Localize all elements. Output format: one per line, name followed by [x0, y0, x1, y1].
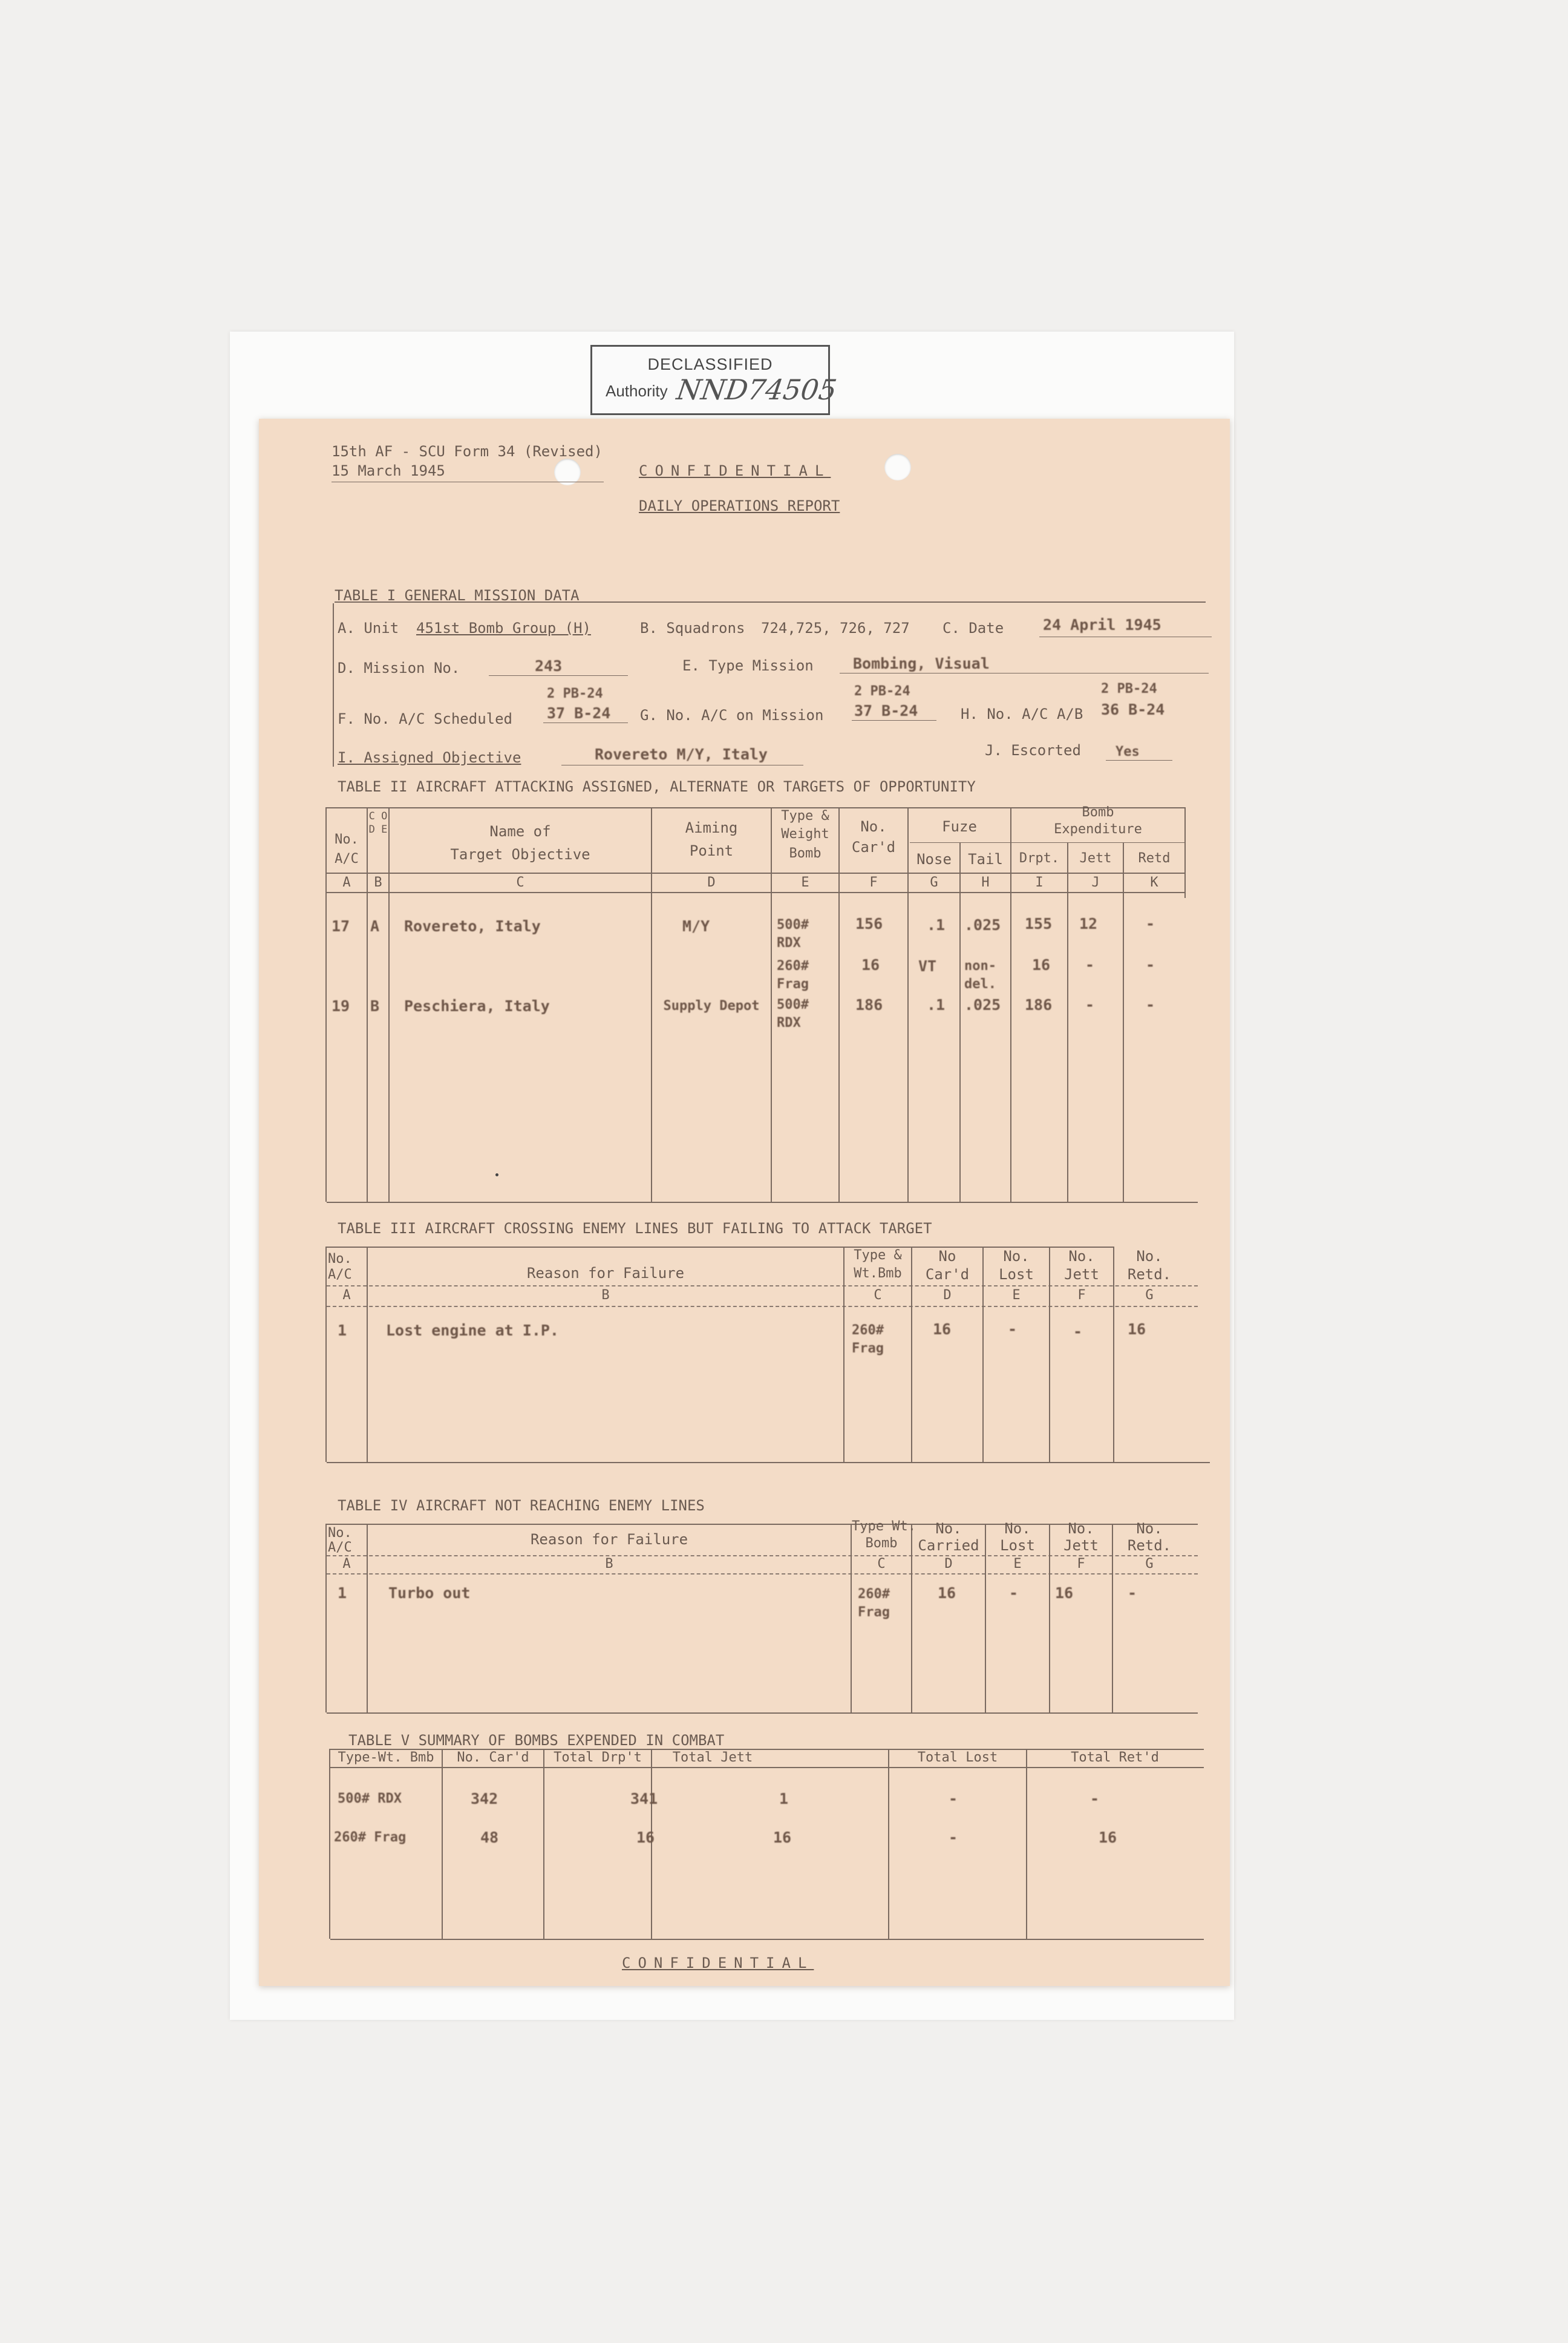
table4-h-type-2: Bomb: [865, 1536, 898, 1551]
table2-letter-top: [327, 873, 1186, 874]
table3-col: [325, 1247, 327, 1462]
table2-h-type-3: Bomb: [789, 846, 822, 861]
table3-h-type-2: Wt.Bmb: [854, 1266, 902, 1281]
date-label: C. Date: [942, 620, 1004, 637]
table2-col: [838, 807, 840, 1202]
ink-speck: [495, 1173, 498, 1176]
mission-no-label: D. Mission No.: [338, 660, 460, 677]
table2-r3-code: B: [370, 997, 380, 1015]
table2-r1-returned: -: [1146, 915, 1155, 932]
table3-h-retd-1: No.: [1136, 1248, 1163, 1265]
table3-h-ac: No. A/C: [328, 1251, 352, 1282]
table3-h-reason: Reason for Failure: [526, 1265, 685, 1282]
table4-h-retd-1: No.: [1136, 1520, 1163, 1537]
table4-letter-bottom: [327, 1573, 1198, 1575]
table2-r1-tail: .025: [964, 916, 1001, 934]
table5-col: [888, 1749, 889, 1939]
table2-h-tail: Tail: [968, 851, 1003, 868]
objective-label: I. Assigned Objective: [338, 749, 521, 766]
table3-row-reason: Lost engine at I.P.: [386, 1322, 559, 1339]
table3-row-carried: 16: [933, 1320, 952, 1338]
table2-col: [1184, 807, 1186, 898]
table5-r2-jettisoned: 16: [773, 1829, 792, 1846]
table3-letter-top: [327, 1285, 1198, 1286]
table5-h-dropped: Total Drp't: [554, 1750, 642, 1765]
table2-r1-ac: 17: [332, 917, 350, 935]
table2-r3-tail: .025: [964, 996, 1001, 1014]
table5-r2-returned: 16: [1099, 1829, 1117, 1846]
table4-row-reason: Turbo out: [388, 1584, 471, 1602]
table2-h-target-2: Target Objective: [450, 846, 590, 863]
table3-h-jett-1: No.: [1068, 1248, 1095, 1265]
table2-r3-returned: -: [1146, 996, 1155, 1014]
table5-r1-jettisoned: 1: [779, 1790, 789, 1807]
table4-letter: A: [342, 1556, 351, 1571]
escorted-value: Yes: [1116, 744, 1140, 759]
table3-letter: C: [874, 1288, 882, 1303]
type-mission-label: E. Type Mission: [682, 657, 814, 674]
table3-letter: E: [1012, 1288, 1021, 1303]
table4-h-carried-2: Carried: [918, 1537, 979, 1554]
table3-letter: B: [601, 1288, 610, 1303]
table3-letter: A: [342, 1288, 351, 1303]
table5-h-carried: No. Car'd: [457, 1750, 529, 1765]
table5-r1-lost: -: [949, 1790, 958, 1807]
form-date: 15 March 1945: [332, 462, 445, 479]
table2-letter: A: [342, 875, 351, 890]
table2-h-nose: Nose: [916, 851, 952, 868]
unit-label: A. Unit: [338, 620, 399, 637]
table4-h-lost-2: Lost: [1000, 1537, 1035, 1554]
table2-h-ac: No. A/C: [335, 832, 359, 867]
table2-r3-carried: 186: [855, 996, 883, 1014]
scheduled-label: F. No. A/C Scheduled: [338, 710, 512, 727]
table2-r1-code: A: [370, 917, 380, 935]
table5-header-rule: [330, 1767, 1204, 1768]
table2-r3-jettisoned: -: [1085, 996, 1095, 1014]
table2-h-aim-2: Point: [689, 842, 734, 859]
table2-r2-dropped: 16: [1032, 956, 1051, 974]
table5-h-jettisoned: Total Jett: [672, 1750, 753, 1765]
table3-title: TABLE III AIRCRAFT CROSSING ENEMY LINES BUT FAILING TO ATTACK TARGET: [338, 1220, 932, 1237]
table3-letter: G: [1145, 1288, 1154, 1303]
table4-letter: C: [877, 1556, 886, 1571]
table2-letter: E: [801, 875, 809, 890]
table4-h-jett-2: Jett: [1063, 1537, 1099, 1554]
table3-row-jett: -: [1073, 1323, 1083, 1340]
table3-row-ac: 1: [338, 1322, 347, 1339]
table1-title: TABLE I GENERAL MISSION DATA: [335, 587, 580, 604]
table5-r2-lost: -: [949, 1829, 958, 1846]
table3-h-type-1: Type &: [854, 1248, 902, 1263]
table2-letter: B: [374, 875, 382, 890]
table4-letter: G: [1145, 1556, 1154, 1571]
table5-h-lost: Total Lost: [917, 1750, 998, 1765]
scheduled-pb24: 2 PB-24: [547, 686, 603, 701]
table3-letter: D: [943, 1288, 952, 1303]
table3-h-carried-1: No: [938, 1248, 956, 1265]
table2-bottom-rule: [327, 1202, 1198, 1203]
table5-h-returned: Total Ret'd: [1071, 1750, 1159, 1765]
airborne-label: H. No. A/C A/B: [961, 706, 1083, 723]
table4-title: TABLE IV AIRCRAFT NOT REACHING ENEMY LINES: [338, 1497, 705, 1514]
table2-col: [388, 807, 390, 1202]
table4-bottom-rule: [327, 1712, 1198, 1714]
table4-col: [851, 1524, 852, 1712]
table5-col: [1026, 1749, 1027, 1939]
table2-col: [367, 807, 368, 1202]
table2-h-carried-2: Car'd: [851, 839, 896, 856]
table2-col: [959, 842, 961, 1202]
table5-col: [543, 1749, 544, 1939]
table2-h-bomb: Bomb: [1082, 805, 1114, 820]
table4-letter: F: [1077, 1556, 1085, 1571]
table5-r1-returned: -: [1090, 1790, 1100, 1807]
table5-col: [329, 1749, 330, 1939]
squadrons-label: B. Squadrons: [640, 620, 745, 637]
table1-rule: [335, 601, 1206, 603]
table2-r3-ac: 19: [332, 997, 350, 1015]
table5-r1-dropped: 341: [630, 1790, 658, 1807]
table2-r3-type: 500# RDX: [777, 997, 809, 1031]
table2-h-code: C O D E: [368, 810, 388, 836]
table3-bottom-rule: [327, 1462, 1210, 1463]
table4-row-type: 260# Frag: [858, 1587, 890, 1620]
table4-row-jett: 16: [1055, 1584, 1074, 1602]
table5-title: TABLE V SUMMARY OF BOMBS EXPENDED IN COMBAT: [348, 1732, 725, 1749]
stamp-title: DECLASSIFIED: [647, 355, 773, 373]
table5-r1-carried: 342: [471, 1790, 498, 1807]
table4-row-lost: -: [1009, 1584, 1019, 1602]
table5-r1-type: 500# RDX: [338, 1791, 402, 1806]
table2-r2-returned: -: [1146, 956, 1155, 974]
escorted-label: J. Escorted: [985, 742, 1081, 759]
on-mission-rule: [852, 720, 936, 721]
type-mission-value: Bombing, Visual: [853, 655, 990, 672]
table4-row-carried: 16: [938, 1584, 956, 1602]
table5-r2-carried: 48: [480, 1829, 499, 1846]
table4-h-type-1: Type Wt.: [852, 1519, 916, 1534]
stamp-authority-label: Authority: [606, 382, 668, 400]
table2-fuze-rule: [910, 842, 1186, 843]
table5-col: [442, 1749, 443, 1939]
table2-r1-aim: M/Y: [682, 917, 710, 935]
table4-h-jett-1: No.: [1068, 1520, 1094, 1537]
table5-bottom-rule: [330, 1939, 1204, 1940]
table2-r2-type: 260# Frag: [777, 958, 809, 992]
table5-r2-type: 260# Frag: [334, 1830, 407, 1845]
table2-col: [1067, 842, 1068, 1202]
table2-letter: G: [930, 875, 938, 890]
unit-value: 451st Bomb Group (H): [416, 620, 591, 637]
table3-h-retd-2: Retd.: [1127, 1266, 1172, 1283]
table3-h-jett-2: Jett: [1064, 1266, 1099, 1283]
squadrons-value: 724,725, 726, 727: [761, 620, 910, 637]
table2-r2-carried: 16: [861, 956, 880, 974]
on-mission-label: G. No. A/C on Mission: [640, 707, 824, 724]
table2-h-fuze: Fuze: [942, 818, 977, 835]
table2-r1-dropped: 155: [1025, 915, 1053, 932]
table2-h-aim-1: Aiming: [685, 819, 738, 836]
table3-h-carried-2: Car'd: [925, 1266, 970, 1283]
on-mission-b24: 37 B-24: [854, 702, 918, 719]
table5-h-type: Type-Wt. Bmb: [338, 1750, 434, 1765]
table2-r1-nose: .1: [927, 916, 946, 934]
mission-no-value: 243: [535, 657, 563, 675]
table2-r3-aim: Supply Depot: [663, 998, 760, 1014]
table4-col: [325, 1524, 327, 1712]
on-mission-pb24: 2 PB-24: [854, 684, 910, 699]
table2-h-jettisoned: Jett: [1079, 851, 1112, 866]
table3-row-type: 260# Frag: [852, 1323, 884, 1356]
table2-h-dropped: Drpt.: [1019, 851, 1060, 866]
table2-letter: F: [869, 875, 878, 890]
classification-bottom: CONFIDENTIAL: [622, 1955, 814, 1971]
classification-top: CONFIDENTIAL: [639, 462, 831, 479]
table2-title: TABLE II AIRCRAFT ATTACKING ASSIGNED, ALTERNATE OR TARGETS OF OPPORTUNITY: [338, 778, 976, 795]
table2-r2-tail: non-del.: [964, 958, 996, 992]
airborne-pb24: 2 PB-24: [1101, 681, 1157, 696]
table2-letter: D: [707, 875, 716, 890]
table4-letter: E: [1013, 1556, 1022, 1571]
table4-h-retd-2: Retd.: [1127, 1537, 1172, 1554]
table2-h-target-1: Name of: [489, 823, 551, 840]
table4-letter: D: [944, 1556, 953, 1571]
table4-letter: B: [605, 1556, 613, 1571]
table2-r1-target: Rovereto, Italy: [404, 917, 541, 935]
table2-letter: H: [981, 875, 990, 890]
table2-r1-carried: 156: [855, 915, 883, 932]
table4-h-ac: No. A/C: [328, 1525, 352, 1555]
table2-letter: K: [1150, 875, 1158, 890]
escorted-rule: [1106, 760, 1172, 761]
table3-row-lost: -: [1008, 1320, 1018, 1338]
table2-letter: J: [1091, 875, 1100, 890]
table2-col: [1010, 807, 1011, 1202]
table5-r2-dropped: 16: [636, 1829, 655, 1846]
scheduled-b24: 37 B-24: [547, 704, 611, 722]
table2-r3-nose: .1: [927, 996, 946, 1014]
table2-r1-type: 500# RDX: [777, 917, 809, 951]
form-id: 15th AF - SCU Form 34 (Revised): [332, 443, 603, 460]
table3-letter-bottom: [327, 1306, 1198, 1307]
table4-h-carried-1: No.: [935, 1520, 962, 1537]
report-sheet: [259, 419, 1230, 1986]
stamp-authority-value: NND74505: [675, 373, 839, 406]
table2-h-type-2: Weight: [781, 827, 829, 842]
table2-h-returned: Retd: [1138, 851, 1171, 866]
table2-h-carried-1: No.: [860, 818, 887, 835]
airborne-b24: 36 B-24: [1101, 701, 1165, 718]
punch-hole: [884, 454, 911, 480]
declassified-stamp: [590, 345, 839, 415]
table2-letter: C: [516, 875, 524, 890]
table2-letter: I: [1035, 875, 1044, 890]
mission-no-rule: [489, 675, 628, 676]
objective-value: Rovereto M/Y, Italy: [595, 746, 768, 763]
table2-letter-bottom: [327, 892, 1186, 893]
table3-letter: F: [1077, 1288, 1086, 1303]
table3-row-retd: 16: [1128, 1320, 1146, 1338]
table3-h-lost-2: Lost: [999, 1266, 1034, 1283]
report-title: DAILY OPERATIONS REPORT: [639, 497, 840, 514]
table2-r3-target: Peschiera, Italy: [404, 997, 550, 1015]
table4-col: [367, 1524, 368, 1712]
table4-row-retd: -: [1128, 1584, 1137, 1602]
table2-h-expenditure: Expenditure: [1054, 822, 1142, 837]
table2-r2-jettisoned: -: [1085, 956, 1095, 974]
table2-r3-dropped: 186: [1025, 996, 1053, 1014]
table2-col: [771, 807, 772, 1202]
table4-h-lost-1: No.: [1004, 1520, 1031, 1537]
table2-r1-jettisoned: 12: [1079, 915, 1098, 932]
table2-h-type-1: Type &: [781, 808, 829, 824]
table3-h-lost-1: No.: [1003, 1248, 1030, 1265]
table2-r2-nose: VT: [918, 957, 937, 975]
table1-left-border: [333, 603, 334, 767]
table4-row-ac: 1: [338, 1584, 347, 1602]
date-value: 24 April 1945: [1043, 616, 1161, 634]
table4-h-reason: Reason for Failure: [530, 1531, 688, 1548]
table2-col: [1123, 842, 1124, 1202]
